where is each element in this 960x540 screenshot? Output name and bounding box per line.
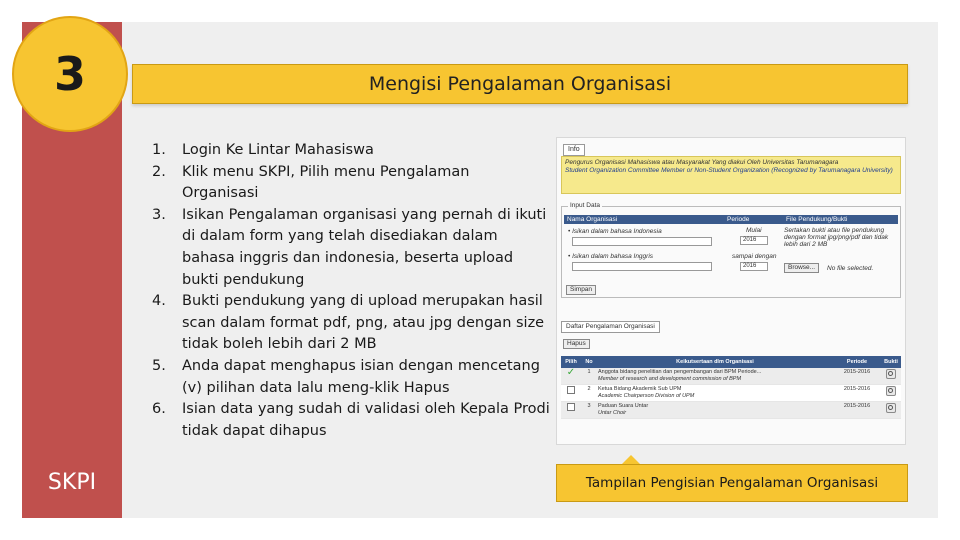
form-legend: Input Data — [570, 202, 600, 209]
row-period: 2015-2016 — [833, 368, 881, 385]
org-name-en: Member of research and development commission of BPM — [598, 375, 742, 382]
file-note: Sertakan bukti atau file pendukung dengan format jpg/png/pdf dan tidak lebih dari 2 MB — [784, 227, 889, 248]
column-header: Nama Organisasi — [567, 216, 618, 223]
info-text-id: Pengurus Organisasi Mahasiswa atau Masyarakat Yang diakui Oleh Universitas Tarumanagara — [565, 159, 839, 166]
column-header: No — [581, 356, 597, 368]
org-name-id-input[interactable] — [572, 237, 712, 246]
input-form — [561, 202, 901, 298]
checkbox-icon[interactable] — [567, 386, 575, 394]
list-title-tab[interactable]: Daftar Pengalaman Organisasi — [561, 321, 660, 333]
view-proof-icon[interactable] — [886, 386, 896, 396]
step-number: 6. — [152, 401, 166, 418]
org-name-en: Untar Choir — [598, 409, 627, 416]
start-label: Mulai — [746, 227, 762, 234]
column-header: Keikutsertaan dlm Organisasi — [597, 356, 833, 368]
table-row — [561, 385, 901, 402]
row-number: 1 — [581, 368, 597, 385]
column-header: Periode — [727, 216, 750, 223]
list-item — [150, 399, 550, 442]
step-number-badge: 3 — [12, 16, 128, 132]
table-row — [561, 402, 901, 419]
instruction-list — [150, 140, 550, 442]
caption-text: Tampilan Pengisian Pengalaman Organisasi — [585, 475, 879, 491]
checkbox-icon[interactable] — [567, 403, 575, 411]
column-header: Bukti — [881, 356, 901, 368]
org-name-id: Anggota bidang penelitian dan pengembangan dari BPM Periode... — [598, 369, 762, 375]
caption-box — [556, 464, 908, 502]
start-year-select[interactable]: 2016 — [740, 236, 768, 245]
checked-checkbox-icon[interactable]: ✓ — [566, 367, 576, 378]
side-label: SKPI — [47, 470, 97, 495]
org-name-en-input[interactable] — [572, 262, 712, 271]
step-text: Anda dapat menghapus isian dengan mencetang (v) pilihan data lalu meng-klik Hapus — [182, 357, 540, 396]
step-text: Isian data yang sudah di validasi oleh Kepala Prodi tidak dapat dihapus — [182, 401, 550, 439]
list-item — [150, 140, 550, 162]
table-row — [561, 368, 901, 385]
column-header: File Pendukung/Bukti — [786, 216, 848, 223]
caption-pointer — [622, 455, 640, 464]
org-name-id: Paduan Suara Untar — [598, 403, 649, 409]
save-button[interactable]: Simpan — [566, 285, 596, 295]
title-bar — [132, 64, 908, 104]
label-indonesian: • Isikan dalam bahasa Indonesia — [568, 228, 662, 235]
step-text: Bukti pendukung yang di upload merupakan hasil scan dalam format pdf, png, atau jpg dengan size tidak boleh lebih dari 2 MB — [182, 293, 545, 353]
step-text: Isikan Pengalaman organisasi yang pernah di ikuti di dalam form yang telah disediakan dalam bahasa inggris dan indonesia, beserta upload bukti pendukung — [182, 206, 547, 288]
step-number: 4. — [152, 293, 166, 310]
org-name-id: Ketua Bidang Akademik Sub UPM — [598, 386, 682, 392]
list-item — [150, 205, 550, 291]
embedded-screenshot — [556, 137, 906, 445]
row-period: 2015-2016 — [833, 385, 881, 402]
browse-button[interactable]: Browse... — [784, 263, 819, 273]
column-header: Pilih — [561, 356, 581, 368]
info-tab[interactable]: Info — [563, 144, 585, 156]
end-label: sampai dengan — [732, 253, 777, 260]
file-status: No file selected. — [827, 265, 874, 272]
list-item — [150, 356, 550, 399]
view-proof-icon[interactable] — [886, 369, 896, 379]
step-number: 5. — [152, 357, 166, 374]
row-number: 2 — [581, 385, 597, 402]
delete-button[interactable]: Hapus — [563, 339, 590, 349]
list-item — [150, 162, 550, 205]
info-panel — [561, 156, 901, 194]
step-number: 3. — [152, 206, 166, 223]
row-period: 2015-2016 — [833, 402, 881, 419]
page-title: Mengisi Pengalaman Organisasi — [368, 73, 672, 95]
label-english: • Isikan dalam bahasa Inggris — [568, 253, 654, 260]
step-number: 2. — [152, 163, 166, 180]
organisasi-table — [561, 356, 901, 419]
form-header — [564, 215, 898, 224]
info-text-en: Student Organization Committee Member or Non-Student Organization (Recognized by Tarumanagara University) — [565, 167, 893, 174]
step-number: 1. — [152, 142, 166, 158]
org-name-en: Academic Chairperson Division of UPM — [598, 392, 695, 399]
row-number: 3 — [581, 402, 597, 419]
end-year-select[interactable]: 2016 — [740, 262, 768, 271]
column-header: Periode — [833, 356, 881, 368]
view-proof-icon[interactable] — [886, 403, 896, 413]
list-item — [150, 291, 550, 356]
step-text: Login Ke Lintar Mahasiswa — [182, 142, 374, 158]
step-text: Klik menu SKPI, Pilih menu Pengalaman Organisasi — [182, 163, 470, 202]
